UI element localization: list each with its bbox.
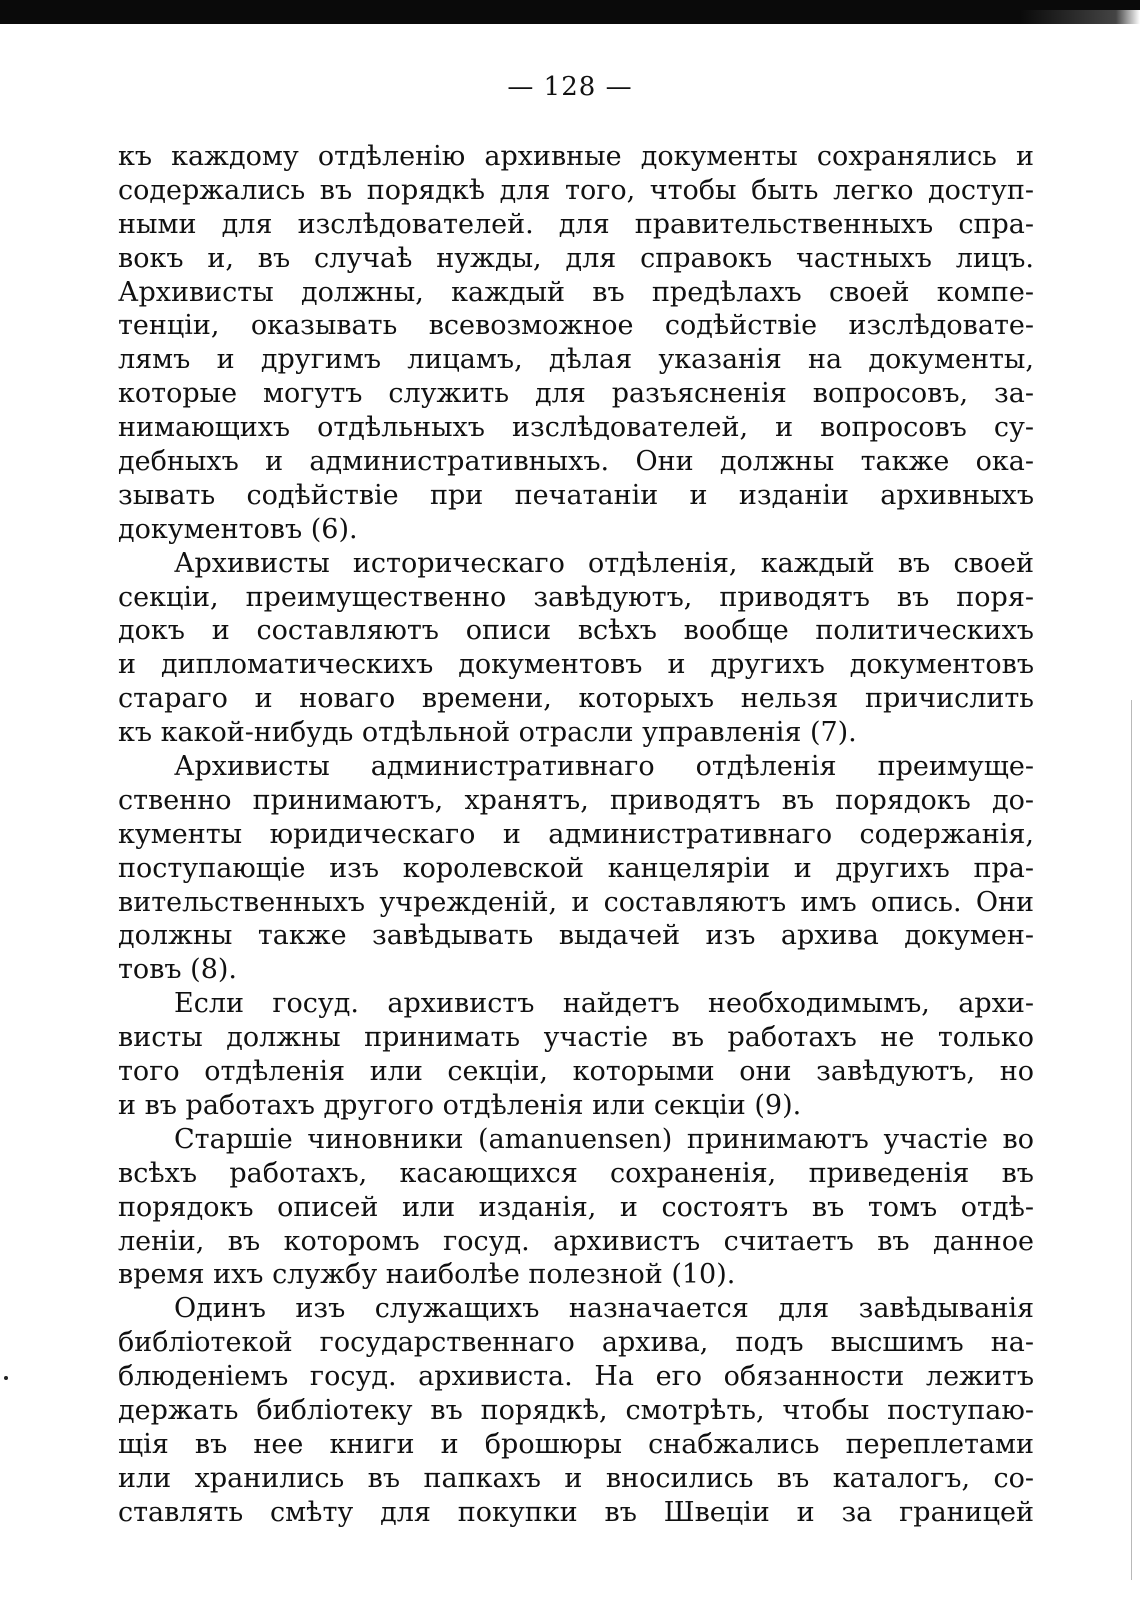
text-line: кументы юридическаго и административнаго содержанія, [118,818,1034,850]
text-line: тенціи, оказывать всевозможное содѣйствіе изслѣдовате- [118,310,1034,342]
paragraph [118,1292,1034,1529]
text-line: должны также завѣдывать выдачей изъ архива докумен- [118,920,1034,952]
scan-top-edge [0,0,1140,24]
text-line: Архивисты должны, каждый въ предѣлахъ своей компе- [118,276,1034,308]
text-line: къ какой-нибудь отдѣльной отрасли управленія (7). [118,717,857,749]
text-line: блюденіемъ госуд. архивиста. На его обязанности лежитъ [118,1361,1034,1393]
text-line: Архивисты административнаго отдѣленія преимуще- [174,751,1034,783]
text-line: библіотекой государственнаго архива, подъ высшимъ на- [118,1327,1034,1359]
text-line: дебныхъ и административныхъ. Они должны также ока- [118,446,1034,478]
paragraph [118,547,1034,750]
text-line: леніи, въ которомъ госуд. архивистъ считаетъ въ данное [118,1225,1034,1257]
text-line: къ каждому отдѣленію архивные документы сохранялись и [118,141,1034,172]
text-line: нимающихъ отдѣльныхъ изслѣдователей, и вопросовъ су- [118,412,1034,444]
text-line: или хранились въ папкахъ и вносились въ каталогъ, со- [118,1462,1034,1494]
text-line: лямъ и другимъ лицамъ, дѣлая указанія на документы, [118,344,1034,376]
page-text [118,140,1034,1530]
text-line: держать библіотеку въ порядкѣ, смотрѣть, чтобы поступаю- [118,1394,1034,1426]
text-line: ными для изслѣдователей. для правительственныхъ спра- [118,208,1034,240]
text-line: щія въ нее книги и брошюры снабжались переплетами [118,1428,1034,1460]
text-line: время ихъ службу наиболѣе полезной (10). [118,1259,736,1291]
text-line: зывать содѣйствіе при печатаніи и изданіи архивныхъ [118,479,1034,511]
paragraph [118,1123,1034,1292]
text-line: поступающіе изъ королевской канцеляріи и другихъ пра- [118,852,1034,884]
text-line: и дипломатическихъ документовъ и другихъ документовъ [118,649,1034,681]
text-line: секціи, преимущественно завѣдуютъ, приводятъ въ поря- [118,581,1034,613]
text-line: докъ и составляютъ описи всѣхъ вообще политическихъ [118,615,1034,647]
text-line: и въ работахъ другого отдѣленія или секціи (9). [118,1089,802,1121]
text-line: ставлять смѣту для покупки въ Швеціи и за границей [118,1496,1034,1528]
scan-margin-line [1131,700,1132,1580]
scan-speck [4,1376,8,1380]
text-line: стараго и новаго времени, которыхъ нельзя причислить [118,683,1034,715]
text-line: вительственныхъ учрежденій, и составляютъ имъ опись. Они [118,886,1034,918]
text-line: всѣхъ работахъ, касающихся сохраненія, приведенія въ [118,1157,1034,1189]
paragraph [118,987,1034,1123]
text-line: того отдѣленія или секціи, которыми они завѣдуютъ, но [118,1056,1034,1088]
paragraph [118,750,1034,987]
text-line: вокъ и, въ случаѣ нужды, для справокъ частныхъ лицъ. [118,242,1034,274]
text-line: Архивисты историческаго отдѣленія, каждый въ своей [174,547,1034,579]
paragraph [118,140,1034,547]
text-line: Старшіе чиновники (amanuensen) принимаютъ участіе во [174,1123,1034,1155]
text-line: Если госуд. архивистъ найдетъ необходимымъ, архи- [174,988,1034,1020]
text-line: документовъ (6). [118,513,358,545]
page-number: — 128 — [507,72,633,102]
text-line: висты должны принимать участіе въ работахъ не только [118,1022,1034,1054]
text-line: товъ (8). [118,954,237,986]
text-line: ственно принимаютъ, хранятъ, приводятъ въ порядокъ до- [118,784,1034,816]
text-line: которые могутъ служить для разъясненія вопросовъ, за- [118,378,1034,410]
text-line: содержались въ порядкѣ для того, чтобы быть легко доступ- [118,174,1034,206]
text-line: порядокъ описей или изданія, и состоятъ въ томъ отдѣ- [118,1191,1034,1223]
text-line: Одинъ изъ служащихъ назначается для завѣдыванія [174,1293,1034,1325]
